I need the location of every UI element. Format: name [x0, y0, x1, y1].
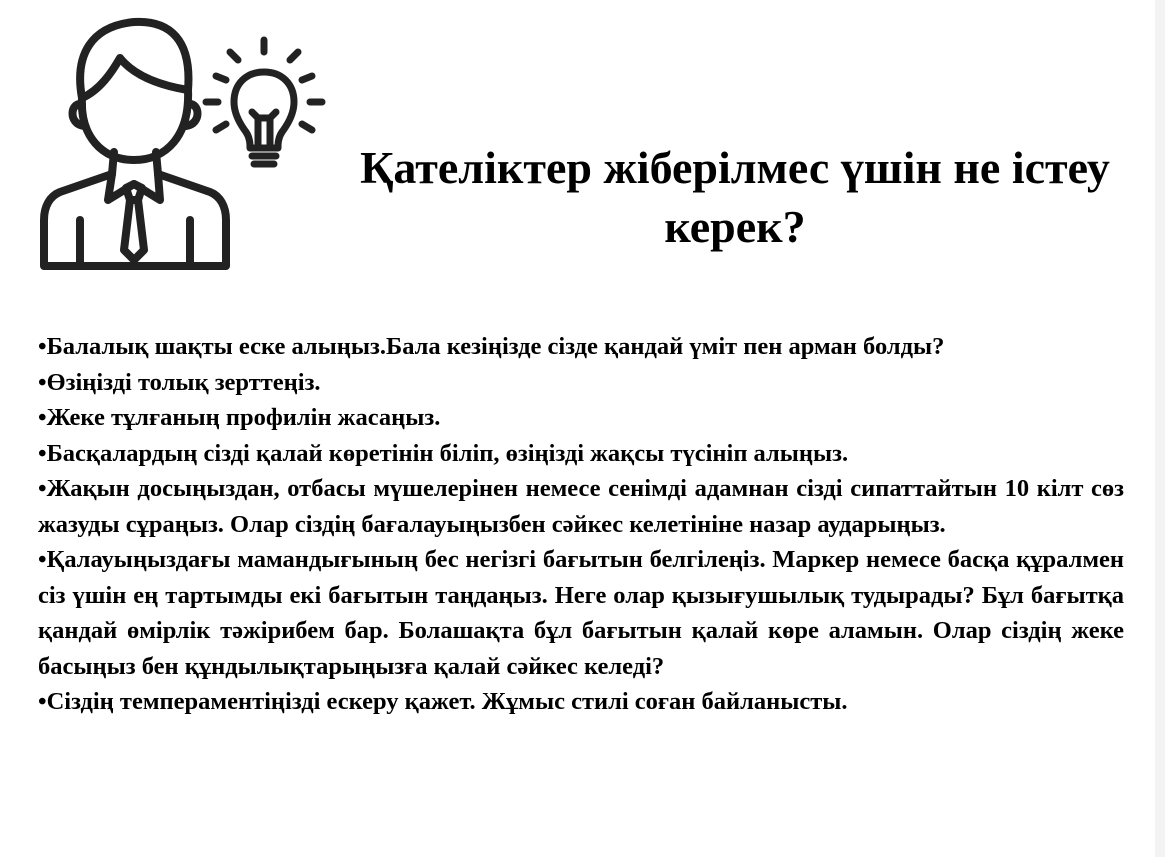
list-item: •Жеке тұлғаның профилін жасаңыз.: [38, 404, 441, 431]
page-title: Қателіктер жіберілмес үшін не істеу керек?: [360, 142, 1110, 252]
slide-right-edge: [1155, 0, 1165, 857]
list-item: •Балалық шақты еске алыңыз.Бала кезіңізде сізде қандай үміт пен арман болды?: [38, 333, 945, 360]
list-item: •Сіздің темпераментіңізді ескеру қажет. Жұмыс стилі соған байланысты.: [38, 688, 848, 715]
bullet-list: [38, 329, 1124, 720]
list-item: •Өзіңізді толық зерттеңіз.: [38, 368, 321, 396]
person-with-lightbulb-icon: [30, 14, 340, 280]
list-item: •Қалауыңыздағы мамандығының бес негізгі бағытын белгілеңіз. Маркер немесе басқа құралмен сіз үшін ең тартымды екі бағытын таңдаңыз. Неге олар қызығушылық тудырады? Бұл бағытқа қандай өмірлік тәжірибем бар. Болашақта бұл бағытын қалай көре аламын. Олар сіздің жеке басыңыз бен құндылықтарыңызға қалай сәйкес келеді?: [38, 546, 1124, 680]
list-item: •Жақын досыңыздан, отбасы мүшелерінен немесе сенімді адамнан сізді сипаттайтын 10 кілт сөз жазуды сұраңыз. Олар сіздің бағалауыңызбен сәйкес келетініне назар аударыңыз.: [38, 475, 1124, 538]
list-item: •Басқалардың сізді қалай көретінін біліп, өзіңізді жақсы түсініп алыңыз.: [38, 439, 849, 467]
